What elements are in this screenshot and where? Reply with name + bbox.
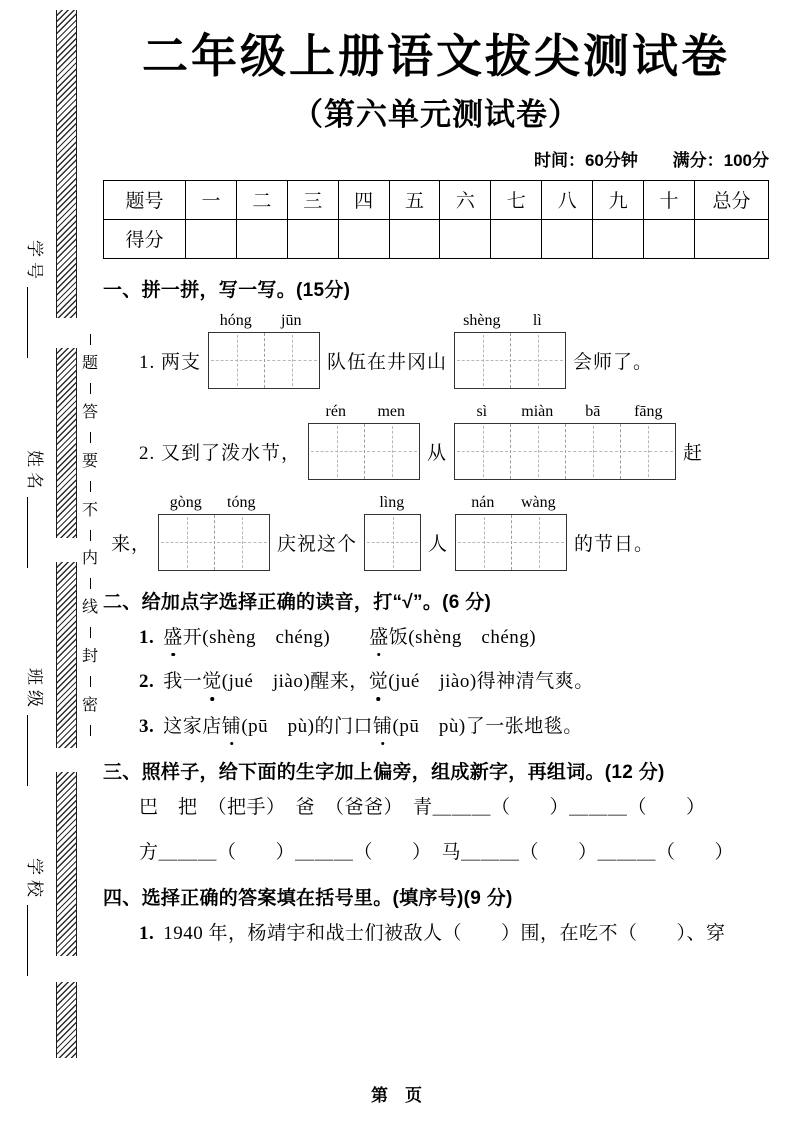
margin-field-line <box>27 287 28 358</box>
writing-cell <box>511 515 566 570</box>
question-item <box>103 713 769 742</box>
item-text: 盛开(shèng chéng) 盛饭(shèng chéng) <box>163 627 536 648</box>
cells-row <box>308 423 420 480</box>
question-item <box>103 839 769 868</box>
section-1 <box>103 275 769 571</box>
seal-char: 封 <box>81 648 98 666</box>
writing-box-group <box>208 312 320 389</box>
pinyin-syllable: hóng <box>219 311 252 329</box>
score-table-header-row <box>104 180 769 219</box>
item-number: 1. <box>139 626 155 648</box>
writing-box-group <box>364 494 421 571</box>
writing-cell <box>455 333 510 388</box>
section-heading: 一、拼一拼，写一写。(15分) <box>103 279 351 301</box>
binding-hatch-segment <box>56 982 77 1058</box>
score-table-header-cell: 五 <box>389 180 440 219</box>
margin-field <box>24 668 46 786</box>
seal-dash <box>90 627 91 638</box>
seal-char: 线 <box>81 599 98 617</box>
writing-box-group <box>454 312 566 389</box>
cells-row <box>454 423 676 480</box>
item-number: 3. <box>139 715 155 737</box>
score-cell-empty <box>695 219 769 258</box>
pinyin-syllable: miàn <box>521 402 554 420</box>
margin-field-label: 学校 <box>25 858 44 902</box>
score-table-header-cell: 六 <box>440 180 491 219</box>
writing-cell <box>620 424 675 479</box>
margin-field-line <box>27 497 28 568</box>
pinyin-syllable: bā <box>585 402 601 420</box>
writing-cell <box>159 515 214 570</box>
score-cell-empty <box>593 219 644 258</box>
writing-box-group <box>158 494 270 571</box>
pinyin-syllable: lì <box>532 311 542 329</box>
cells-row <box>454 332 566 389</box>
score-cell-empty <box>440 219 491 258</box>
writing-cell <box>456 515 511 570</box>
pinyin-syllable: lìng <box>379 493 405 511</box>
pinyin-row <box>364 494 421 512</box>
margin-field-label: 学号 <box>25 240 44 284</box>
exam-meta <box>103 146 769 171</box>
writing-cell <box>455 424 510 479</box>
binding-margin <box>0 0 101 1122</box>
seal-dash <box>90 432 91 443</box>
pinyin-line <box>103 312 769 389</box>
margin-field-line <box>27 905 28 976</box>
binding-hatch-segment <box>56 562 77 748</box>
seal-char: 密 <box>81 697 98 715</box>
dotted-char: 觉 <box>202 668 222 697</box>
dotted-char: 觉 <box>369 668 389 697</box>
dotted-char: 盛 <box>163 624 183 653</box>
seal-char: 答 <box>81 403 98 421</box>
seal-dash <box>90 578 91 589</box>
score-row-label: 得分 <box>104 219 186 258</box>
writing-cell <box>209 333 264 388</box>
pinyin-line <box>103 403 769 480</box>
dotted-char: 盛 <box>369 624 389 653</box>
line-text: 赶 <box>683 442 704 464</box>
score-table-header-cell: 二 <box>236 180 287 219</box>
seal-dash <box>90 725 91 736</box>
question-item <box>103 920 769 949</box>
score-cell-empty <box>389 219 440 258</box>
score-cell-empty <box>287 219 338 258</box>
seal-dash <box>90 676 91 687</box>
binding-hatch-segment <box>56 348 77 538</box>
score-cell-empty <box>186 219 237 258</box>
pinyin-syllable: jūn <box>281 311 302 329</box>
seal-char: 不 <box>81 501 98 519</box>
seal-dash <box>90 530 91 541</box>
line-text: 2. 又到了泼水节， <box>139 442 302 464</box>
score-table-header-cell: 题号 <box>104 180 186 219</box>
score-table-header-cell: 一 <box>186 180 237 219</box>
page-footer: 第 页 <box>371 1086 422 1105</box>
time-limit: 时间：60分钟 <box>533 150 638 170</box>
binding-hatch-segment <box>56 772 77 956</box>
section-4 <box>103 883 769 949</box>
pinyin-row <box>454 403 676 421</box>
pinyin-row <box>308 403 420 421</box>
writing-cell <box>365 515 420 570</box>
section-2 <box>103 587 769 742</box>
score-cell-empty <box>644 219 695 258</box>
line-text: 从 <box>427 442 448 464</box>
pinyin-syllable: rén <box>325 402 346 420</box>
writing-box-group <box>308 403 420 480</box>
writing-cell <box>364 424 419 479</box>
score-cell-empty <box>542 219 593 258</box>
writing-cell <box>264 333 319 388</box>
seal-line <box>79 334 101 736</box>
pinyin-row <box>454 312 566 330</box>
section-heading: 四、选择正确的答案填在括号里。(填序号)(9 分) <box>103 888 513 910</box>
item-text: 1940 年，杨靖宇和战士们被敌人（ ）围，在吃不（ ）、穿 <box>163 923 726 945</box>
margin-field <box>24 450 46 568</box>
section-3 <box>103 757 769 867</box>
pinyin-row <box>455 494 567 512</box>
sections <box>103 275 769 949</box>
writing-cell <box>309 424 364 479</box>
seal-char: 要 <box>81 452 98 470</box>
full-score: 满分：100分 <box>672 150 769 170</box>
pinyin-syllable: shèng <box>463 311 501 329</box>
paper-content <box>103 0 769 965</box>
score-table-score-row <box>104 219 769 258</box>
line-text: 队伍在井冈山 <box>327 351 448 373</box>
cells-row <box>364 514 421 571</box>
pinyin-syllable: wàng <box>520 493 556 511</box>
question-item <box>103 668 769 697</box>
cells-row <box>158 514 270 571</box>
writing-cell <box>214 515 269 570</box>
line-text: 会师了。 <box>573 351 654 373</box>
margin-field-label: 班级 <box>25 668 44 712</box>
writing-cell <box>510 424 565 479</box>
score-cell-empty <box>491 219 542 258</box>
question-item <box>103 794 769 823</box>
line-text: 人 <box>428 533 449 555</box>
item-number: 1. <box>139 923 155 945</box>
margin-field <box>24 240 46 358</box>
pinyin-row <box>158 494 270 512</box>
seal-dash <box>90 334 91 345</box>
section-heading: 三、照样子，给下面的生字加上偏旁，组成新字，再组词。(12 分) <box>103 762 665 784</box>
item-number: 2. <box>139 671 155 693</box>
margin-field <box>24 858 46 976</box>
question-item <box>103 624 769 653</box>
pinyin-syllable: gòng <box>169 493 202 511</box>
writing-cell <box>565 424 620 479</box>
pinyin-syllable: fāng <box>634 402 663 420</box>
line-text: 来， <box>111 533 152 555</box>
pinyin-syllable: nán <box>471 493 495 511</box>
seal-dash <box>90 383 91 394</box>
seal-char: 内 <box>81 550 98 568</box>
page-subtitle: （第六单元测试卷） <box>292 96 580 132</box>
seal-char: 题 <box>81 354 98 372</box>
item-text: 这家店铺(pū pù)的门口铺(pū pù)了一张地毯。 <box>163 716 583 737</box>
margin-field-line <box>27 715 28 786</box>
score-table <box>103 180 769 259</box>
cells-row <box>455 514 567 571</box>
section-heading: 二、给加点字选择正确的读音，打“√”。(6 分) <box>103 591 492 613</box>
writing-box-group <box>455 494 567 571</box>
score-table-header-cell: 八 <box>542 180 593 219</box>
page-title: 二年级上册语文拔尖测试卷 <box>142 30 730 82</box>
score-table-header-cell: 九 <box>593 180 644 219</box>
line-text: 1. 两支 <box>139 351 202 373</box>
dotted-char: 铺 <box>222 713 242 742</box>
score-table-header-cell: 总分 <box>695 180 769 219</box>
item-text: 我一觉(jué jiào)醒来，觉(jué jiào)得神清气爽。 <box>163 671 593 692</box>
score-table-header-cell: 三 <box>287 180 338 219</box>
score-table-header-cell: 七 <box>491 180 542 219</box>
score-cell-empty <box>338 219 389 258</box>
writing-box-group <box>454 403 676 480</box>
pinyin-syllable: sì <box>476 402 488 420</box>
score-table-header-cell: 四 <box>338 180 389 219</box>
pinyin-syllable: men <box>377 402 406 420</box>
dotted-char: 铺 <box>373 713 393 742</box>
seal-dash <box>90 481 91 492</box>
pinyin-row <box>208 312 320 330</box>
line-text: 的节日。 <box>574 533 655 555</box>
cells-row <box>208 332 320 389</box>
binding-hatch-segment <box>56 10 77 318</box>
score-cell-empty <box>236 219 287 258</box>
line-text: 庆祝这个 <box>277 533 358 555</box>
margin-field-label: 姓名 <box>25 450 44 494</box>
item-text: 方＿＿＿（ ）＿＿＿（ ） 马＿＿＿（ ）＿＿＿（ ） <box>139 841 735 863</box>
item-text: 巴 把 （把手） 爸 （爸爸） 青＿＿＿（ ）＿＿＿（ ） <box>139 797 706 819</box>
pinyin-line <box>103 494 769 571</box>
writing-cell <box>510 333 565 388</box>
score-table-header-cell: 十 <box>644 180 695 219</box>
pinyin-syllable: tóng <box>227 493 256 511</box>
